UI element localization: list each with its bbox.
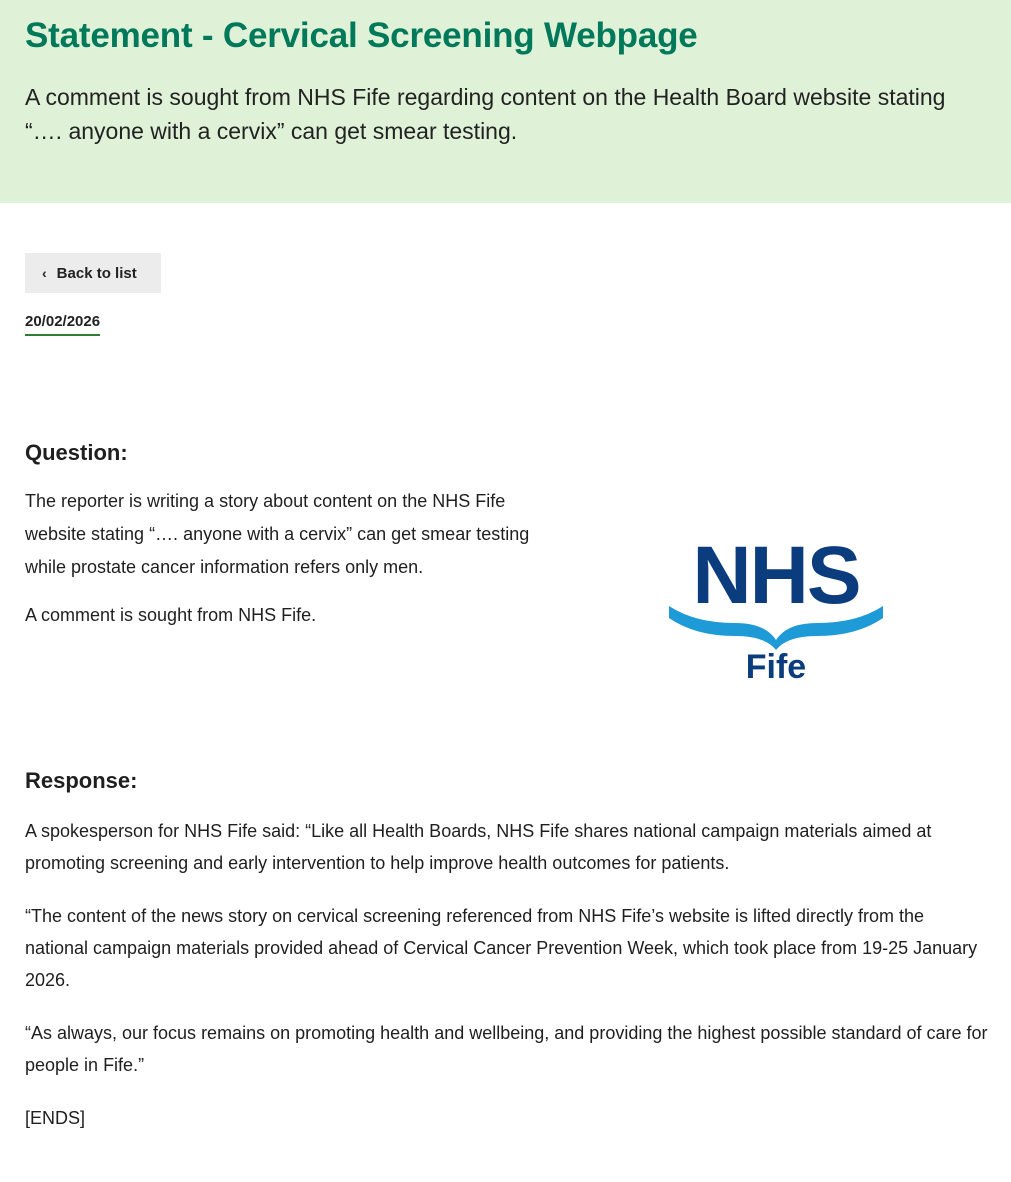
page-title: Statement - Cervical Screening Webpage [25,16,698,55]
response-heading: Response: [25,768,138,793]
logo-nhs-text: NHS [692,530,860,621]
nhs-fife-logo [665,528,887,688]
page-summary: A comment is sought from NHS Fife regarding content on the Health Board website stating “…. anyone with a cervix” can get smear testing. [25,84,946,144]
response-paragraph-1: A spokesperson for NHS Fife said: “Like all Health Boards, NHS Fife shares national campaign materials aimed at promoting screening and early intervention to help improve health outcomes for patients. [25,821,932,873]
statement-date: 20/02/2026 [25,313,100,336]
question-paragraph-1: The reporter is writing a story about content on the NHS Fife website stating “…. anyone with a cervix” can get smear testing while prostate cancer information refers only men. [25,491,530,577]
response-paragraph-2: “The content of the news story on cervical screening referenced from NHS Fife’s website is lifted directly from the national campaign materials provided ahead of Cervical Cancer Prevention Week, which took place from 19-25 January 2026. [25,906,978,990]
response-paragraph-3: “As always, our focus remains on promoting health and wellbeing, and providing the highest possible standard of care for people in Fife.” [25,1023,988,1075]
page-header [0,0,1011,203]
question-heading: Question: [25,440,128,465]
back-to-list-button[interactable] [25,253,161,293]
question-paragraph-2: A comment is sought from NHS Fife. [25,605,317,625]
logo-fife-text: Fife [745,648,807,686]
back-to-list-label: Back to list [56,264,137,282]
response-ends: [ENDS] [25,1108,86,1128]
chevron-left-icon: ‹ [42,265,47,281]
